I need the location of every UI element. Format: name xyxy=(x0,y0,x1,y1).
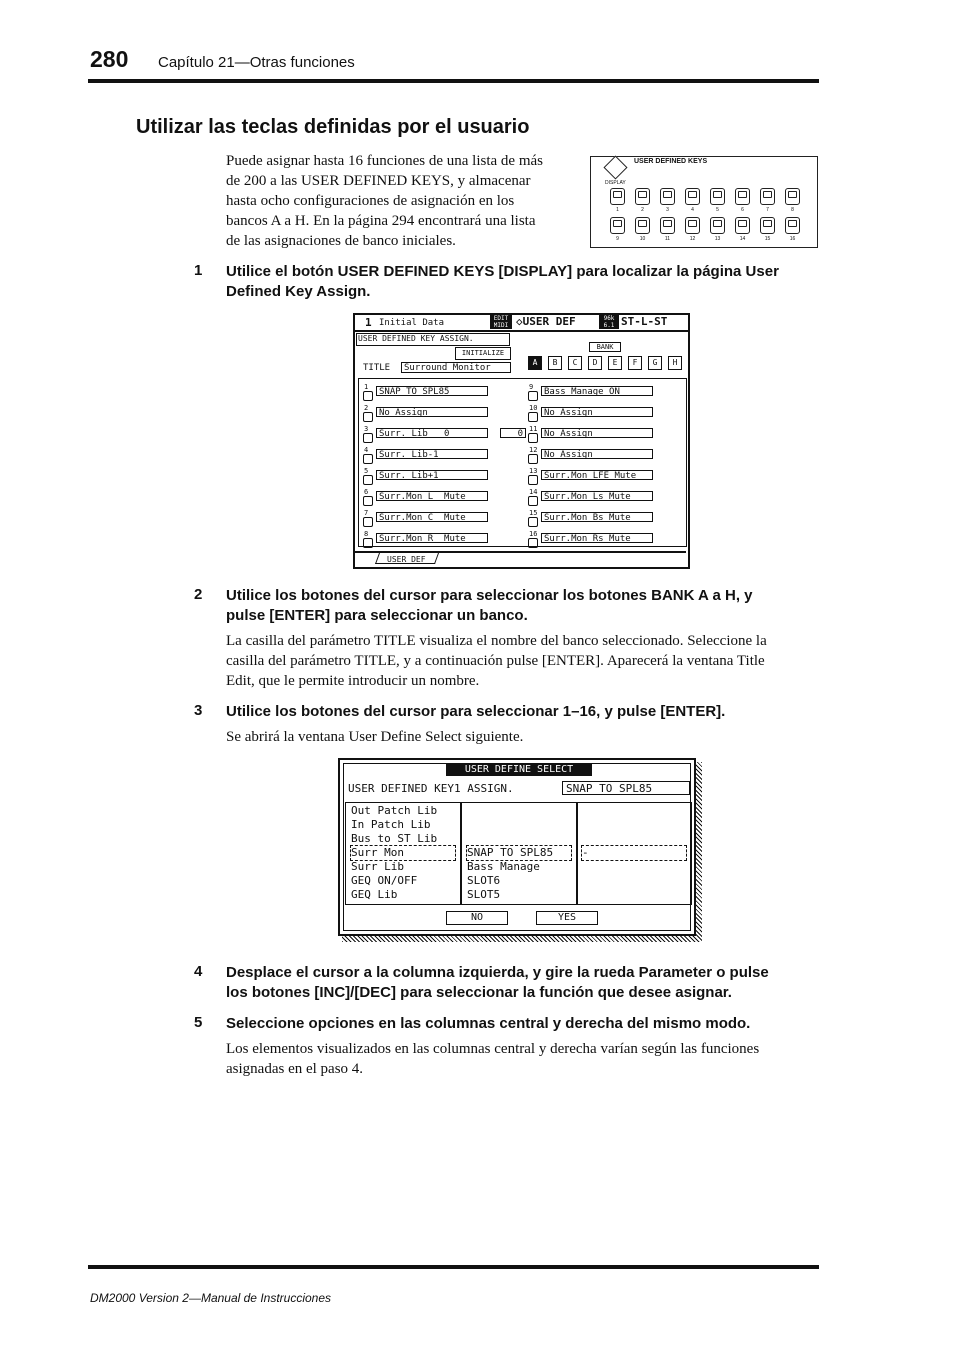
user-key-button[interactable] xyxy=(610,188,625,205)
bank-button-h[interactable]: H xyxy=(668,356,682,370)
key-slot-number: 13 xyxy=(529,467,538,475)
lock-icon[interactable] xyxy=(528,433,538,443)
key-slot-number: 15 xyxy=(529,509,538,517)
step-number: 3 xyxy=(194,702,203,719)
step-heading: Desplace el cursor a la columna izquierda, y gire la rueda Parameter o pulse los botones [INC]/[DEC] para seleccionar la función que desee asignar. xyxy=(226,964,769,1001)
key-number-label: 9 xyxy=(616,236,619,242)
lock-icon[interactable] xyxy=(528,538,538,548)
key-number-label: 1 xyxy=(616,207,619,213)
key-slot-number: 8 xyxy=(364,530,369,538)
key-number-label: 7 xyxy=(766,207,769,213)
panel-title: USER DEFINED KEYS xyxy=(634,158,708,165)
lock-icon[interactable] xyxy=(528,475,538,485)
key-number-label: 8 xyxy=(791,207,794,213)
assign-label: USER DEFINED KEY1 ASSIGN. xyxy=(348,782,514,795)
lock-icon[interactable] xyxy=(363,454,373,464)
lock-icon[interactable] xyxy=(363,538,373,548)
step-heading: Utilice los botones del cursor para seleccionar 1–16, y pulse [ENTER]. xyxy=(226,703,726,720)
lock-icon[interactable] xyxy=(528,496,538,506)
footer-rule xyxy=(88,1265,819,1269)
intro-paragraph xyxy=(226,151,576,251)
user-key-button[interactable] xyxy=(685,217,700,234)
user-key-button[interactable] xyxy=(660,188,675,205)
bank-label: BANK xyxy=(589,342,621,352)
window-title: USER DEFINE SELECT xyxy=(446,763,592,776)
user-key-button[interactable] xyxy=(635,217,650,234)
user-defined-keys-panel xyxy=(590,156,818,248)
key-slot-number: 16 xyxy=(529,530,538,538)
key-slot-number: 11 xyxy=(529,425,538,433)
step-number: 2 xyxy=(194,586,203,603)
step-number: 5 xyxy=(194,1014,203,1031)
footer-text: DM2000 Version 2—Manual de Instrucciones xyxy=(90,1291,332,1305)
select-option[interactable]: Bus to ST Lib xyxy=(351,832,438,845)
bank-button-f[interactable]: F xyxy=(628,356,642,370)
key-number-label: 12 xyxy=(689,236,696,242)
key-assign-field[interactable]: Surr.Mon Rs Mute xyxy=(541,533,653,543)
key-assign-field[interactable]: No Assign xyxy=(376,407,488,417)
intro-line: Puede asignar hasta 16 funciones de una lista de más xyxy=(226,153,543,169)
display-label: DISPLAY xyxy=(605,180,626,186)
key-number-label: 14 xyxy=(739,236,746,242)
fs-indicator: 96k 6.1 xyxy=(599,315,619,329)
key-slot-number: 2 xyxy=(364,404,369,412)
user-key-button[interactable] xyxy=(785,188,800,205)
user-key-button[interactable] xyxy=(710,217,725,234)
key-assign-field[interactable]: Surr. Lib+1 xyxy=(376,470,488,480)
key-number-label: 5 xyxy=(716,207,719,213)
key-assign-field[interactable]: Surr. Lib 0 xyxy=(376,428,488,438)
key-assign-field[interactable]: Surr.Mon LFE Mute xyxy=(541,470,653,480)
step-heading: Seleccione opciones en las columnas central y derecha del mismo modo. xyxy=(226,1015,751,1032)
key-assign-field[interactable]: Surr.Mon C Mute xyxy=(376,512,488,522)
bank-button-e[interactable]: E xyxy=(608,356,622,370)
lock-icon[interactable] xyxy=(363,475,373,485)
key-assign-field[interactable]: Surr.Mon Bs Mute xyxy=(541,512,653,522)
key-number-label: 16 xyxy=(789,236,796,242)
step-body: Los elementos visualizados en las columnas central y derecha varían según las funciones asignadas en el paso 4. xyxy=(226,1041,760,1077)
bank-button-b[interactable]: B xyxy=(548,356,562,370)
select-window-frame xyxy=(338,758,696,936)
key-number-label: 2 xyxy=(641,207,644,213)
select-option[interactable]: SLOT5 xyxy=(467,888,501,901)
key-slot-number: 7 xyxy=(364,509,369,517)
key-number-label: 6 xyxy=(741,207,744,213)
tab-user-def-label: USER DEF xyxy=(387,555,426,564)
select-option[interactable]: In Patch Lib xyxy=(351,818,431,831)
display-diamond-icon xyxy=(603,155,627,179)
select-option[interactable]: Out Patch Lib xyxy=(351,804,438,817)
key-number-label: 15 xyxy=(764,236,771,242)
select-option[interactable]: Surr Lib xyxy=(351,860,404,873)
user-key-button[interactable] xyxy=(785,217,800,234)
key-number-label: 11 xyxy=(664,236,671,242)
user-define-select-window xyxy=(338,758,702,942)
step-number: 1 xyxy=(194,262,203,279)
key-slot-number: 6 xyxy=(364,488,369,496)
key-assign-field[interactable]: Surr. Lib-1 xyxy=(376,449,488,459)
chapter-title: Capítulo 21—Otras funciones xyxy=(158,54,355,71)
intro-line: bancos A a H. En la página 294 encontrará una lista xyxy=(226,213,536,229)
user-key-button[interactable] xyxy=(660,217,675,234)
step-heading: Utilice los botones del cursor para seleccionar los botones BANK A a H, y pulse [ENTER] para seleccionar un banco. xyxy=(226,587,753,624)
scene-number: 1 xyxy=(365,316,372,329)
select-option[interactable]: Bass Manage xyxy=(467,860,540,873)
initialize-button[interactable]: INITIALIZE xyxy=(455,347,511,360)
user-key-button[interactable] xyxy=(760,217,775,234)
intro-line: de 200 a las USER DEFINED KEYS, y almacenar xyxy=(226,173,531,189)
assign-value: SNAP TO SPL85 xyxy=(562,781,690,795)
edit-midi-indicator: EDIT MIDI xyxy=(490,315,512,329)
section-title: Utilizar las teclas definidas por el usuario xyxy=(136,116,530,138)
section-label: USER DEFINED KEY ASSIGN. xyxy=(358,334,474,343)
title-label: TITLE xyxy=(363,363,391,373)
user-key-button[interactable] xyxy=(635,188,650,205)
lock-icon[interactable] xyxy=(528,517,538,527)
header-rule xyxy=(88,79,819,83)
mode-label: ST-L-ST xyxy=(621,315,668,328)
select-option[interactable]: SLOT6 xyxy=(467,874,501,887)
user-def-screen xyxy=(353,313,690,569)
key-number-label: 4 xyxy=(691,207,694,213)
page-name: ◇USER DEF xyxy=(516,315,576,328)
scene-name: Initial Data xyxy=(379,318,445,328)
select-option[interactable]: GEQ Lib xyxy=(351,888,398,901)
select-option[interactable]: SNAP TO SPL85 xyxy=(467,846,571,860)
select-option[interactable]: Surr Mon xyxy=(351,846,455,860)
key-assign-field[interactable]: Surr.Mon R Mute xyxy=(376,533,488,543)
bank-button-c[interactable]: C xyxy=(568,356,582,370)
lock-icon[interactable] xyxy=(363,391,373,401)
lock-icon[interactable] xyxy=(363,517,373,527)
key-slot-number: 9 xyxy=(529,383,534,391)
step-body: Se abrirá la ventana User Define Select siguiente. xyxy=(226,729,524,745)
page-number: 280 xyxy=(90,46,129,72)
lock-icon[interactable] xyxy=(363,496,373,506)
key-slot-number: 3 xyxy=(364,425,369,433)
intro-line: de las asignaciones de banco iniciales. xyxy=(226,233,456,249)
key-slot-number: 4 xyxy=(364,446,369,454)
lock-icon[interactable] xyxy=(528,391,538,401)
user-key-button[interactable] xyxy=(735,188,750,205)
key-slot-number: 5 xyxy=(364,467,369,475)
select-option[interactable]: - xyxy=(582,846,686,860)
key-assign-field[interactable]: No Assign xyxy=(541,428,653,438)
key-number-label: 10 xyxy=(639,236,646,242)
key-assign-field[interactable]: Surr.Mon L Mute xyxy=(376,491,488,501)
key-number-label: 3 xyxy=(666,207,669,213)
yes-button[interactable]: YES xyxy=(536,911,598,925)
user-key-button[interactable] xyxy=(685,188,700,205)
bank-button-a[interactable]: A xyxy=(528,356,542,370)
lock-icon[interactable] xyxy=(363,412,373,422)
select-option[interactable]: GEQ ON/OFF xyxy=(351,874,418,887)
key-slot-number: 14 xyxy=(529,488,538,496)
no-button[interactable]: NO xyxy=(446,911,508,925)
user-key-button[interactable] xyxy=(710,188,725,205)
key-assign-field[interactable]: No Assign xyxy=(541,449,653,459)
key-slot-number: 10 xyxy=(529,404,538,412)
key-assign-field[interactable]: Surr.Mon Ls Mute xyxy=(541,491,653,501)
key-assign-value[interactable]: 0 xyxy=(500,428,526,438)
bank-button-d[interactable]: D xyxy=(588,356,602,370)
step-heading: Utilice el botón USER DEFINED KEYS [DISPLAY] para localizar la página User Defined Key Assign. xyxy=(226,263,779,300)
user-key-button[interactable] xyxy=(610,217,625,234)
key-assign-field[interactable]: No Assign xyxy=(541,407,653,417)
key-assign-field[interactable]: SNAP TO SPL85 xyxy=(376,386,488,396)
lock-icon[interactable] xyxy=(528,454,538,464)
key-number-label: 13 xyxy=(714,236,721,242)
key-slot-number: 1 xyxy=(364,383,369,391)
user-key-button[interactable] xyxy=(760,188,775,205)
step-body: La casilla del parámetro TITLE visualiza el nombre del banco seleccionado. Seleccione la casilla del parámetro TITLE, y a continuación pulse [ENTER]. Aparecerá la ventana Title Edit, que le permite introducir un nombre. xyxy=(226,633,767,689)
key-assign-field[interactable]: Bass Manage ON xyxy=(541,386,653,396)
title-field[interactable]: Surround Monitor xyxy=(401,362,511,373)
user-key-button[interactable] xyxy=(735,217,750,234)
lock-icon[interactable] xyxy=(528,412,538,422)
lock-icon[interactable] xyxy=(363,433,373,443)
step-number: 4 xyxy=(194,963,203,980)
intro-line: hasta ocho configuraciones de asignación en los xyxy=(226,193,515,209)
key-slot-number: 12 xyxy=(529,446,538,454)
bank-button-g[interactable]: G xyxy=(648,356,662,370)
